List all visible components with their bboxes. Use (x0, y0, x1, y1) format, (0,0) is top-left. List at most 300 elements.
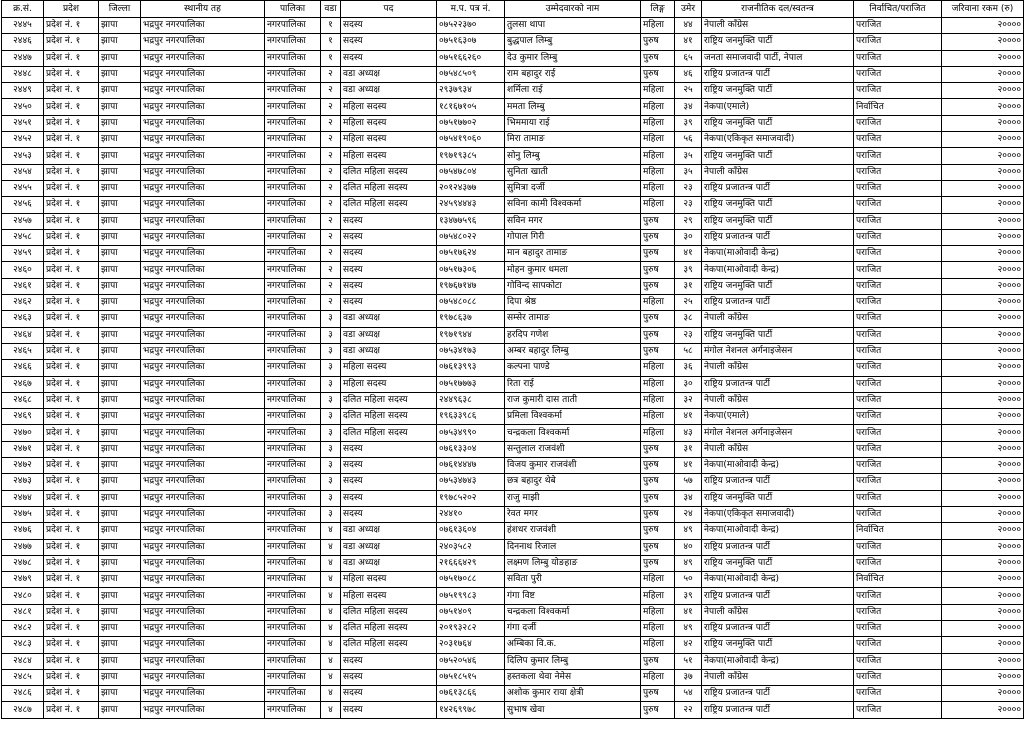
municipality-type-cell: नगरपालिका (265, 490, 321, 506)
ballot-number-cell: २१६६६४२९ (437, 555, 505, 571)
party-cell: राष्ट्रिय प्रजातन्त्र पार्टी (702, 180, 854, 196)
ward-cell: २ (321, 115, 341, 131)
district-cell: झापा (99, 343, 141, 359)
col-header-fine-amount: जरिवाना रकम (रु) (942, 1, 1024, 18)
result-cell: पराजित (854, 213, 942, 229)
ward-cell: ३ (321, 343, 341, 359)
party-cell: नेपाली काँग्रेस (702, 18, 854, 34)
province-cell: प्रदेश नं. १ (44, 669, 99, 685)
municipality-type-cell: नगरपालिका (265, 99, 321, 115)
province-cell: प्रदेश नं. १ (44, 490, 99, 506)
serial-cell: २४८६ (2, 686, 44, 702)
district-cell: झापा (99, 441, 141, 457)
post-cell: सदस्य (341, 262, 437, 278)
result-cell: पराजित (854, 327, 942, 343)
age-cell: ४१ (675, 604, 702, 620)
table-row (2, 50, 1024, 66)
candidate-name-cell: राज कुमारी दास ताती (505, 392, 641, 408)
candidate-name-cell: अम्बिका वि.क. (505, 637, 641, 653)
province-cell: प्रदेश नं. १ (44, 441, 99, 457)
post-cell: वडा अध्यक्ष (341, 311, 437, 327)
serial-cell: २४७२ (2, 458, 44, 474)
province-cell: प्रदेश नं. १ (44, 506, 99, 522)
post-cell: सदस्य (341, 490, 437, 506)
province-cell: प्रदेश नं. १ (44, 392, 99, 408)
age-cell: २४ (675, 506, 702, 522)
fine-amount-cell: २०००० (942, 425, 1024, 441)
serial-cell: २४६० (2, 262, 44, 278)
table-row (2, 99, 1024, 115)
municipality-type-cell: नगरपालिका (265, 311, 321, 327)
table-row (2, 246, 1024, 262)
province-cell: प्रदेश नं. १ (44, 99, 99, 115)
fine-amount-cell: २०००० (942, 278, 1024, 294)
candidate-name-cell: छत्र बहादुर थेबे (505, 474, 641, 490)
age-cell: ४१ (675, 458, 702, 474)
candidate-name-cell: दिननाथ रिजाल (505, 539, 641, 555)
post-cell: सदस्य (341, 474, 437, 490)
municipality-type-cell: नगरपालिका (265, 588, 321, 604)
gender-cell: महिला (641, 99, 675, 115)
fine-amount-cell: २०००० (942, 18, 1024, 34)
candidate-name-cell: भिममाया राई (505, 115, 641, 131)
serial-cell: २४६३ (2, 311, 44, 327)
district-cell: झापा (99, 572, 141, 588)
local-level-cell: भद्रपुर नगरपालिका (141, 343, 265, 359)
ward-cell: ३ (321, 327, 341, 343)
gender-cell: महिला (641, 620, 675, 636)
local-level-cell: भद्रपुर नगरपालिका (141, 115, 265, 131)
result-cell: पराजित (854, 620, 942, 636)
district-cell: झापा (99, 376, 141, 392)
serial-cell: २४६७ (2, 376, 44, 392)
serial-cell: २४६८ (2, 392, 44, 408)
province-cell: प्रदेश नं. १ (44, 360, 99, 376)
fine-amount-cell: २०००० (942, 311, 1024, 327)
table-row (2, 409, 1024, 425)
local-level-cell: भद्रपुर नगरपालिका (141, 18, 265, 34)
party-cell: नेकपा(एमाले) (702, 409, 854, 425)
table-row (2, 392, 1024, 408)
ward-cell: ४ (321, 604, 341, 620)
ward-cell: ३ (321, 392, 341, 408)
candidate-name-cell: गोविन्द सापकोटा (505, 278, 641, 294)
local-level-cell: भद्रपुर नगरपालिका (141, 425, 265, 441)
ward-cell: २ (321, 66, 341, 82)
table-row (2, 572, 1024, 588)
post-cell: दलित महिला सदस्य (341, 425, 437, 441)
fine-amount-cell: २०००० (942, 213, 1024, 229)
local-level-cell: भद्रपुर नगरपालिका (141, 132, 265, 148)
ward-cell: २ (321, 278, 341, 294)
municipality-type-cell: नगरपालिका (265, 409, 321, 425)
age-cell: ३६ (675, 360, 702, 376)
age-cell: ३८ (675, 311, 702, 327)
province-cell: प्रदेश नं. १ (44, 425, 99, 441)
district-cell: झापा (99, 115, 141, 131)
ballot-number-cell: ०७५३४९९० (437, 425, 505, 441)
candidate-name-cell: सविन मगर (505, 213, 641, 229)
ballot-number-cell: २४४९६३८ (437, 392, 505, 408)
age-cell: ३७ (675, 669, 702, 685)
gender-cell: पुरुष (641, 555, 675, 571)
candidate-name-cell: मोहन कुमार धमला (505, 262, 641, 278)
party-cell: राष्ट्रिय प्रजातन्त्र पार्टी (702, 295, 854, 311)
local-level-cell: भद्रपुर नगरपालिका (141, 523, 265, 539)
gender-cell: महिला (641, 295, 675, 311)
age-cell: ४९ (675, 620, 702, 636)
local-level-cell: भद्रपुर नगरपालिका (141, 669, 265, 685)
table-row (2, 229, 1024, 245)
ward-cell: ४ (321, 539, 341, 555)
post-cell: सदस्य (341, 458, 437, 474)
fine-amount-cell: २०००० (942, 669, 1024, 685)
district-cell: झापा (99, 458, 141, 474)
local-level-cell: भद्रपुर नगरपालिका (141, 637, 265, 653)
province-cell: प्रदेश नं. १ (44, 686, 99, 702)
table-row (2, 148, 1024, 164)
municipality-type-cell: नगरपालिका (265, 18, 321, 34)
party-cell: नेकपा(माओवादी केन्द्र) (702, 246, 854, 262)
result-cell: पराजित (854, 555, 942, 571)
fine-amount-cell: २०००० (942, 360, 1024, 376)
gender-cell: महिला (641, 180, 675, 196)
col-header-gender: लिङ्ग (641, 1, 675, 18)
local-level-cell: भद्रपुर नगरपालिका (141, 262, 265, 278)
serial-cell: २४७३ (2, 474, 44, 490)
ward-cell: ४ (321, 588, 341, 604)
province-cell: प्रदेश नं. १ (44, 66, 99, 82)
ballot-number-cell: १८१६७१०५ (437, 99, 505, 115)
local-level-cell: भद्रपुर नगरपालिका (141, 539, 265, 555)
ballot-number-cell: १९७६७१४७ (437, 278, 505, 294)
candidate-name-cell: राजु माझी (505, 490, 641, 506)
district-cell: झापा (99, 702, 141, 718)
party-cell: मंगोल नेशनल अर्गनाइजेसन (702, 343, 854, 359)
table-row (2, 18, 1024, 34)
municipality-type-cell: नगरपालिका (265, 246, 321, 262)
fine-amount-cell: २०००० (942, 66, 1024, 82)
serial-cell: २४८२ (2, 620, 44, 636)
candidate-name-cell: हंशधर राजवंशी (505, 523, 641, 539)
local-level-cell: भद्रपुर नगरपालिका (141, 686, 265, 702)
serial-cell: २४५२ (2, 132, 44, 148)
candidate-name-cell: सन्तुलाल राजवंशी (505, 441, 641, 457)
serial-cell: २४८० (2, 588, 44, 604)
table-row (2, 34, 1024, 50)
ballot-number-cell: ०७५४१९०६० (437, 132, 505, 148)
ballot-number-cell: ०७५४८५०९ (437, 66, 505, 82)
gender-cell: महिला (641, 197, 675, 213)
ballot-number-cell: ०७५४८०२२ (437, 229, 505, 245)
local-level-cell: भद्रपुर नगरपालिका (141, 213, 265, 229)
candidate-name-cell: सविना कामी विश्वकर्मा (505, 197, 641, 213)
post-cell: वडा अध्यक्ष (341, 523, 437, 539)
fine-amount-cell: २०००० (942, 539, 1024, 555)
gender-cell: पुरुष (641, 702, 675, 718)
table-row (2, 295, 1024, 311)
age-cell: ३१ (675, 441, 702, 457)
age-cell: ४० (675, 539, 702, 555)
local-level-cell: भद्रपुर नगरपालिका (141, 83, 265, 99)
local-level-cell: भद्रपुर नगरपालिका (141, 66, 265, 82)
result-cell: पराजित (854, 229, 942, 245)
fine-amount-cell: २०००० (942, 474, 1024, 490)
province-cell: प्रदेश नं. १ (44, 343, 99, 359)
ballot-number-cell: ०७५२२३७० (437, 18, 505, 34)
local-level-cell: भद्रपुर नगरपालिका (141, 295, 265, 311)
fine-amount-cell: २०००० (942, 702, 1024, 718)
result-cell: पराजित (854, 702, 942, 718)
col-header-ward: वडा (321, 1, 341, 18)
result-cell: पराजित (854, 588, 942, 604)
municipality-type-cell: नगरपालिका (265, 262, 321, 278)
candidate-name-cell: दिलिप कुमार लिम्बु (505, 653, 641, 669)
fine-amount-cell: २०००० (942, 523, 1024, 539)
candidate-name-cell: सोनु लिम्बु (505, 148, 641, 164)
post-cell: सदस्य (341, 506, 437, 522)
age-cell: २३ (675, 197, 702, 213)
table-row (2, 490, 1024, 506)
candidate-name-cell: रेवत मगर (505, 506, 641, 522)
fine-amount-cell: २०००० (942, 604, 1024, 620)
gender-cell: महिला (641, 164, 675, 180)
ballot-number-cell: २४४१० (437, 506, 505, 522)
table-row (2, 197, 1024, 213)
age-cell: ५८ (675, 343, 702, 359)
municipality-type-cell: नगरपालिका (265, 132, 321, 148)
gender-cell: पुरुष (641, 66, 675, 82)
result-cell: पराजित (854, 180, 942, 196)
post-cell: वडा अध्यक्ष (341, 539, 437, 555)
district-cell: झापा (99, 490, 141, 506)
serial-cell: २४४९ (2, 83, 44, 99)
ward-cell: १ (321, 18, 341, 34)
age-cell: ३९ (675, 115, 702, 131)
ward-cell: २ (321, 99, 341, 115)
ballot-number-cell: २०१९३२८२ (437, 620, 505, 636)
post-cell: वडा अध्यक्ष (341, 66, 437, 82)
age-cell: ३५ (675, 148, 702, 164)
result-cell: पराजित (854, 132, 942, 148)
gender-cell: पुरुष (641, 490, 675, 506)
municipality-type-cell: नगरपालिका (265, 148, 321, 164)
fine-amount-cell: २०००० (942, 686, 1024, 702)
district-cell: झापा (99, 148, 141, 164)
municipality-type-cell: नगरपालिका (265, 620, 321, 636)
ballot-number-cell: ०७५४८०८८ (437, 295, 505, 311)
candidate-name-cell: अम्बर बहादुर लिम्बु (505, 343, 641, 359)
party-cell: नेपाली काँग्रेस (702, 164, 854, 180)
age-cell: २३ (675, 180, 702, 196)
province-cell: प्रदेश नं. १ (44, 620, 99, 636)
municipality-type-cell: नगरपालिका (265, 637, 321, 653)
district-cell: झापा (99, 474, 141, 490)
fine-amount-cell: २०००० (942, 343, 1024, 359)
gender-cell: पुरुष (641, 229, 675, 245)
gender-cell: पुरुष (641, 506, 675, 522)
district-cell: झापा (99, 278, 141, 294)
party-cell: नेपाली काँग्रेस (702, 669, 854, 685)
ballot-number-cell: ०७६१३९९३ (437, 360, 505, 376)
age-cell: ४६ (675, 66, 702, 82)
post-cell: सदस्य (341, 653, 437, 669)
post-cell: महिला सदस्य (341, 376, 437, 392)
municipality-type-cell: नगरपालिका (265, 539, 321, 555)
table-row (2, 653, 1024, 669)
ballot-number-cell: ०७६१३८६६ (437, 686, 505, 702)
result-cell: पराजित (854, 295, 942, 311)
serial-cell: २४६२ (2, 295, 44, 311)
party-cell: राष्ट्रिय प्रजातन्त्र पार्टी (702, 376, 854, 392)
table-row (2, 425, 1024, 441)
local-level-cell: भद्रपुर नगरपालिका (141, 34, 265, 50)
result-cell: पराजित (854, 669, 942, 685)
party-cell: राष्ट्रिय जनमुक्ति पार्टी (702, 278, 854, 294)
post-cell: सदस्य (341, 246, 437, 262)
candidate-name-cell: सविता पुरी (505, 572, 641, 588)
ward-cell: ४ (321, 702, 341, 718)
age-cell: ४१ (675, 34, 702, 50)
serial-cell: २४६५ (2, 343, 44, 359)
party-cell: राष्ट्रिय जनमुक्ति पार्टी (702, 490, 854, 506)
district-cell: झापा (99, 34, 141, 50)
gender-cell: महिला (641, 425, 675, 441)
candidate-name-cell: गंगा विष्ट (505, 588, 641, 604)
ward-cell: २ (321, 246, 341, 262)
ballot-number-cell: ०७५४७८०४ (437, 164, 505, 180)
province-cell: प्रदेश नं. १ (44, 409, 99, 425)
fine-amount-cell: २०००० (942, 572, 1024, 588)
district-cell: झापा (99, 50, 141, 66)
serial-cell: २४५७ (2, 213, 44, 229)
local-level-cell: भद्रपुर नगरपालिका (141, 311, 265, 327)
local-level-cell: भद्रपुर नगरपालिका (141, 555, 265, 571)
fine-amount-cell: २०००० (942, 132, 1024, 148)
district-cell: झापा (99, 327, 141, 343)
municipality-type-cell: नगरपालिका (265, 197, 321, 213)
gender-cell: महिला (641, 604, 675, 620)
gender-cell: महिला (641, 588, 675, 604)
local-level-cell: भद्रपुर नगरपालिका (141, 148, 265, 164)
party-cell: नेकपा(एकिकृत समाजवादी) (702, 132, 854, 148)
district-cell: झापा (99, 669, 141, 685)
serial-cell: २४८३ (2, 637, 44, 653)
ballot-number-cell: २४०३५८२ (437, 539, 505, 555)
candidate-fine-table (1, 0, 1024, 719)
ballot-number-cell: १९७८६३७ (437, 311, 505, 327)
party-cell: राष्ट्रिय प्रजातन्त्र पार्टी (702, 620, 854, 636)
candidate-name-cell: बुद्धपाल लिम्बु (505, 34, 641, 50)
ballot-number-cell: ०७५१८५१५ (437, 669, 505, 685)
table-row (2, 213, 1024, 229)
province-cell: प्रदेश नं. १ (44, 148, 99, 164)
province-cell: प्रदेश नं. १ (44, 653, 99, 669)
age-cell: ३५ (675, 164, 702, 180)
district-cell: झापा (99, 588, 141, 604)
result-cell: पराजित (854, 539, 942, 555)
col-header-candidate-name: उम्मेदवारको नाम (505, 1, 641, 18)
province-cell: प्रदेश नं. १ (44, 376, 99, 392)
ward-cell: ३ (321, 376, 341, 392)
gender-cell: पुरुष (641, 246, 675, 262)
ward-cell: ४ (321, 555, 341, 571)
province-cell: प्रदेश नं. १ (44, 539, 99, 555)
fine-amount-cell: २०००० (942, 164, 1024, 180)
candidate-name-cell: प्रमिला विश्वकर्मा (505, 409, 641, 425)
province-cell: प्रदेश नं. १ (44, 572, 99, 588)
post-cell: दलित महिला सदस्य (341, 392, 437, 408)
age-cell: २३ (675, 327, 702, 343)
ward-cell: २ (321, 295, 341, 311)
municipality-type-cell: नगरपालिका (265, 115, 321, 131)
age-cell: ४३ (675, 425, 702, 441)
result-cell: पराजित (854, 50, 942, 66)
ward-cell: ४ (321, 669, 341, 685)
gender-cell: महिला (641, 409, 675, 425)
age-cell: ३१ (675, 278, 702, 294)
table-row (2, 132, 1024, 148)
result-cell: पराजित (854, 686, 942, 702)
municipality-type-cell: नगरपालिका (265, 604, 321, 620)
ward-cell: २ (321, 132, 341, 148)
serial-cell: २४७७ (2, 539, 44, 555)
province-cell: प्रदेश नं. १ (44, 50, 99, 66)
municipality-type-cell: नगरपालिका (265, 278, 321, 294)
municipality-type-cell: नगरपालिका (265, 686, 321, 702)
serial-cell: २४७१ (2, 441, 44, 457)
post-cell: वडा अध्यक्ष (341, 327, 437, 343)
post-cell: दलित महिला सदस्य (341, 604, 437, 620)
result-cell: पराजित (854, 637, 942, 653)
candidate-name-cell: विजय कुमार राजवंशी (505, 458, 641, 474)
table-row (2, 539, 1024, 555)
province-cell: प्रदेश नं. १ (44, 34, 99, 50)
age-cell: २५ (675, 83, 702, 99)
post-cell: महिला सदस्य (341, 132, 437, 148)
province-cell: प्रदेश नं. १ (44, 197, 99, 213)
fine-amount-cell: २०००० (942, 327, 1024, 343)
age-cell: ४९ (675, 523, 702, 539)
fine-amount-cell: २०००० (942, 490, 1024, 506)
district-cell: झापा (99, 197, 141, 213)
party-cell: राष्ट्रिय जनमुक्ति पार्टी (702, 83, 854, 99)
district-cell: झापा (99, 213, 141, 229)
ballot-number-cell: ०७५१७७०२ (437, 115, 505, 131)
party-cell: नेपाली काँग्रेस (702, 441, 854, 457)
serial-cell: २४८७ (2, 702, 44, 718)
ballot-number-cell: २९३७९३४ (437, 83, 505, 99)
ward-cell: २ (321, 262, 341, 278)
province-cell: प्रदेश नं. १ (44, 213, 99, 229)
age-cell: ३९ (675, 262, 702, 278)
fine-amount-cell: २०००० (942, 653, 1024, 669)
municipality-type-cell: नगरपालिका (265, 360, 321, 376)
district-cell: झापा (99, 360, 141, 376)
province-cell: प्रदेश नं. १ (44, 604, 99, 620)
serial-cell: २४७८ (2, 555, 44, 571)
ballot-number-cell: १९७८५२०२ (437, 490, 505, 506)
fine-amount-cell: २०००० (942, 148, 1024, 164)
ballot-number-cell: ०७५२०५४६ (437, 653, 505, 669)
gender-cell: पुरुष (641, 653, 675, 669)
table-row (2, 262, 1024, 278)
local-level-cell: भद्रपुर नगरपालिका (141, 653, 265, 669)
district-cell: झापा (99, 425, 141, 441)
party-cell: नेकपा(माओवादी केन्द्र) (702, 653, 854, 669)
table-row (2, 637, 1024, 653)
table-row (2, 180, 1024, 196)
